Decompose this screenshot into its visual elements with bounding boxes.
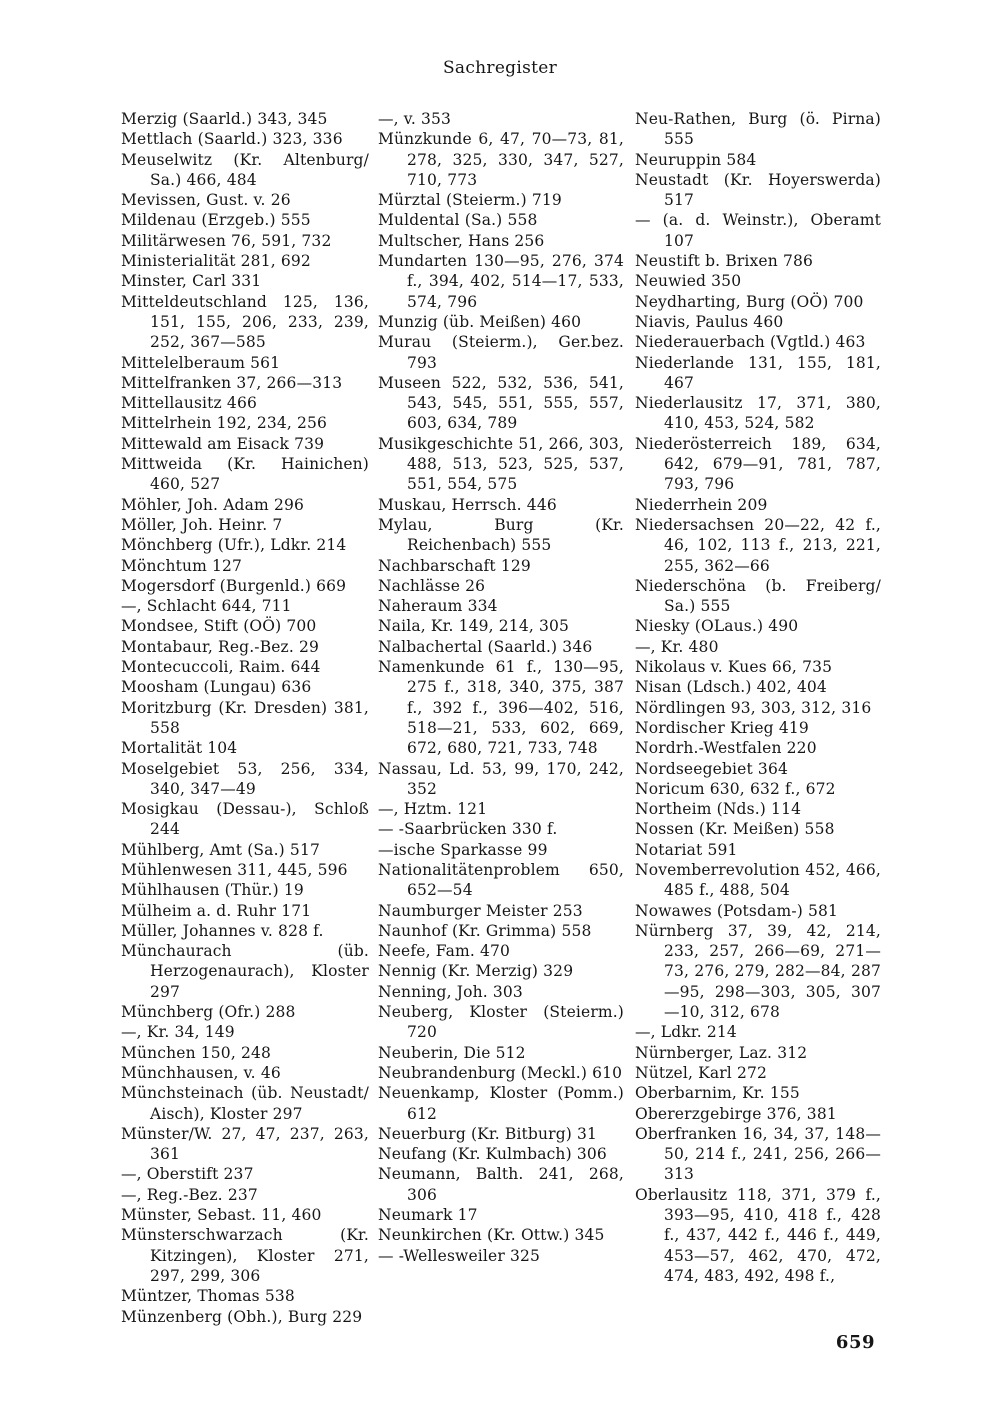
- index-entry: Moosham (Lungau) 636: [121, 678, 312, 697]
- index-entry: Mittweida (Kr. Hainichen) 460, 527: [121, 455, 369, 494]
- index-entry: Nikolaus v. Kues 66, 735: [635, 658, 833, 677]
- index-entry: Mülheim a. d. Ruhr 171: [121, 901, 312, 920]
- index-entry: Neuenkamp, Kloster (Pomm.) 612: [378, 1084, 624, 1123]
- index-entry: Mittelelberaum 561: [121, 353, 281, 372]
- index-entry: Nürnberger, Laz. 312: [635, 1043, 808, 1062]
- index-entry: —, Kr. 34, 149: [121, 1023, 235, 1042]
- index-entry: Mittellausitz 466: [121, 394, 257, 413]
- index-entry: Mevissen, Gust. v. 26: [121, 191, 291, 210]
- index-entry: Neuruppin 584: [635, 150, 757, 169]
- index-entry: Mönchtum 127: [121, 556, 243, 575]
- index-entry: Münsterschwarzach (Kr. Kitzingen), Kloster 271, 297, 299, 306: [121, 1226, 369, 1285]
- index-entry: Naila, Kr. 149, 214, 305: [378, 617, 570, 636]
- index-entry: —, Reg.-Bez. 237: [121, 1185, 258, 1204]
- index-column-1: [121, 109, 369, 1327]
- index-entry: Naumburger Meister 253: [378, 901, 583, 920]
- index-entry: Moritzburg (Kr. Dresden) 381, 558: [121, 698, 369, 737]
- index-entry: Nützel, Karl 272: [635, 1063, 768, 1082]
- index-entry: Neuberin, Die 512: [378, 1043, 526, 1062]
- index-entry: Neuerburg (Kr. Bitburg) 31: [378, 1124, 598, 1143]
- index-entry: Mosigkau (Dessau-), Schloß 244: [121, 800, 369, 839]
- index-entry: Münchsteinach (üb. Neustadt/ Aisch), Kloster 297: [121, 1084, 369, 1123]
- index-entry: Murau (Steierm.), Ger.bez. 793: [378, 333, 624, 372]
- index-entry: Neuberg, Kloster (Steierm.) 720: [378, 1003, 624, 1042]
- index-entry: Mundarten 130—95, 276, 374 f., 394, 402, 514—17, 533, 574, 796: [378, 252, 624, 311]
- index-entry: Mönchberg (Ufr.), Ldkr. 214: [121, 536, 347, 555]
- index-entry: Mittewald am Eisack 739: [121, 434, 325, 453]
- index-entry: Nürnberg 37, 39, 42, 214, 233, 257, 266—69, 271—73, 276, 279, 282—84, 287—95, 298—303, 305, 307—10, 312, 678: [635, 921, 881, 1022]
- index-entry: Noricum 630, 632 f., 672: [635, 779, 836, 798]
- index-entry: Nenning, Joh. 303: [378, 982, 523, 1001]
- index-entry: —, Kr. 480: [635, 637, 719, 656]
- index-entry: Mogersdorf (Burgenld.) 669: [121, 576, 347, 595]
- index-entry: Namenkunde 61 f., 130—95, 275 f., 318, 340, 375, 387 f., 392 f., 396—402, 516, 518—21, 533, 602, 669, 672, 680, 721, 733, 748: [378, 658, 624, 758]
- index-entry: München 150, 248: [121, 1043, 272, 1062]
- index-column-3: [635, 109, 881, 1286]
- index-entry: Muskau, Herrsch. 446: [378, 495, 557, 514]
- index-entry: Neustift b. Brixen 786: [635, 252, 813, 271]
- index-entry: Novemberrevolution 452, 466, 485 f., 488, 504: [635, 860, 881, 900]
- index-entry: Nossen (Kr. Meißen) 558: [635, 820, 835, 839]
- index-entry: Nalbachertal (Saarld.) 346: [378, 637, 593, 656]
- index-entry: Niesky (OLaus.) 490: [635, 617, 799, 636]
- index-entry: Mühlberg, Amt (Sa.) 517: [121, 840, 320, 859]
- index-entry: Müller, Johannes v. 828 f.: [121, 921, 324, 940]
- index-entry: Niederlausitz 17, 371, 380, 410, 453, 524, 582: [635, 394, 881, 433]
- index-entry: Neumark 17: [378, 1206, 478, 1225]
- index-entry: Merzig (Saarld.) 343, 345: [121, 110, 328, 128]
- index-entry: Nassau, Ld. 53, 99, 170, 242, 352: [378, 759, 624, 798]
- index-entry: Müntzer, Thomas 538: [121, 1287, 295, 1306]
- index-entry: Neydharting, Burg (OÖ) 700: [635, 292, 864, 311]
- index-entry: Multscher, Hans 256: [378, 231, 545, 250]
- index-entry: Nationalitätenproblem 650, 652—54: [378, 860, 624, 900]
- index-entry: Münchaurach (üb. Herzogenaurach), Kloster 297: [121, 942, 369, 1001]
- index-entry: Niederauerbach (Vgtld.) 463: [635, 333, 866, 352]
- index-entry: Münchhausen, v. 46: [121, 1063, 281, 1082]
- index-entry: Niederösterreich 189, 634, 642, 679—91, 781, 787, 793, 796: [635, 434, 881, 494]
- index-entry: Mitteldeutschland 125, 136, 151, 155, 206, 233, 239, 252, 367—585: [121, 292, 369, 352]
- index-entry: Münzkunde 6, 47, 70—73, 81, 278, 325, 330, 347, 527, 710, 773: [378, 130, 624, 189]
- index-entry: Museen 522, 532, 536, 541, 543, 545, 551, 555, 557, 603, 634, 789: [378, 373, 624, 433]
- index-entry: Meuselwitz (Kr. Altenburg/ Sa.) 466, 484: [121, 150, 369, 189]
- index-entry: Münchberg (Ofr.) 288: [121, 1003, 296, 1022]
- index-entry: Niederlande 131, 155, 181, 467: [635, 353, 881, 392]
- index-entry: Münster/W. 27, 47, 237, 263, 361: [121, 1124, 369, 1164]
- index-entry: Neubrandenburg (Meckl.) 610: [378, 1063, 623, 1082]
- index-entry: Moselgebiet 53, 256, 334, 340, 347—49: [121, 759, 369, 798]
- index-entry: Naunhof (Kr. Grimma) 558: [378, 921, 592, 940]
- index-entry: Möhler, Joh. Adam 296: [121, 495, 304, 514]
- index-entry: Mildenau (Erzgeb.) 555: [121, 211, 311, 230]
- index-entry: Möller, Joh. Heinr. 7: [121, 515, 283, 534]
- index-entry: —, v. 353: [378, 110, 452, 128]
- index-entry: Mylau, Burg (Kr. Reichenbach) 555: [378, 515, 624, 555]
- index-entry: Muldental (Sa.) 558: [378, 211, 538, 230]
- index-entry: Nördlingen 93, 303, 312, 316: [635, 698, 872, 717]
- index-entry: Niavis, Paulus 460: [635, 312, 784, 331]
- index-entry: Nisan (Ldsch.) 402, 404: [635, 678, 827, 697]
- index-entry: Northeim (Nds.) 114: [635, 800, 802, 819]
- index-entry: — -Saarbrücken 330 f.: [378, 820, 558, 839]
- index-entry: Musikgeschichte 51, 266, 303, 488, 513, 523, 525, 537, 551, 554, 575: [378, 434, 624, 494]
- index-entry: Ministerialität 281, 692: [121, 252, 311, 271]
- index-entry: Neunkirchen (Kr. Ottw.) 345: [378, 1226, 605, 1245]
- index-entry: Munzig (üb. Meißen) 460: [378, 312, 582, 331]
- index-entry: Neefe, Fam. 470: [378, 942, 511, 961]
- index-entry: Nennig (Kr. Merzig) 329: [378, 962, 574, 981]
- index-entry: Mittelfranken 37, 266—313: [121, 373, 343, 392]
- index-entry: Militärwesen 76, 591, 732: [121, 231, 332, 250]
- index-entry: Montecuccoli, Raim. 644: [121, 658, 321, 677]
- index-entry: — (a. d. Weinstr.), Oberamt 107: [635, 211, 881, 250]
- index-entry: Neufang (Kr. Kulmbach) 306: [378, 1145, 607, 1164]
- index-entry: — -Wellesweiler 325: [378, 1246, 540, 1265]
- index-entry: Mühlenwesen 311, 445, 596: [121, 860, 348, 879]
- index-entry: Oberfranken 16, 34, 37, 148—50, 214 f., 241, 256, 266—313: [635, 1124, 881, 1184]
- index-entry: Obererzgebirge 376, 381: [635, 1104, 837, 1123]
- index-entry: Münzenberg (Obh.), Burg 229: [121, 1307, 363, 1326]
- page-number: 659: [835, 1332, 875, 1353]
- index-entry: Mondsee, Stift (OÖ) 700: [121, 617, 317, 636]
- index-entry: Mühlhausen (Thür.) 19: [121, 881, 304, 900]
- index-column-2: [378, 109, 624, 1266]
- index-entry: Nowawes (Potsdam-) 581: [635, 901, 839, 920]
- index-entry: Mürztal (Steierm.) 719: [378, 191, 562, 210]
- index-entry: Niederschöna (b. Freiberg/ Sa.) 555: [635, 576, 881, 616]
- index-entry: Oberbarnim, Kr. 155: [635, 1084, 800, 1103]
- index-entry: Mittelrhein 192, 234, 256: [121, 414, 328, 433]
- index-entry: Notariat 591: [635, 840, 738, 859]
- index-entry: Nachbarschaft 129: [378, 556, 531, 575]
- index-entry: Neumann, Balth. 241, 268, 306: [378, 1165, 624, 1204]
- index-entry: Neu-Rathen, Burg (ö. Pirna) 555: [635, 110, 881, 149]
- index-entry: Oberlausitz 118, 371, 379 f., 393—95, 410, 418 f., 428 f., 437, 442 f., 446 f., 449, 453—57, 462, 470, 472, 474, 483, 492, 498 f.,: [635, 1185, 881, 1285]
- page-title: Sachregister: [442, 58, 558, 78]
- index-entry: —, Oberstift 237: [121, 1165, 254, 1184]
- index-entry: —, Ldkr. 214: [635, 1023, 737, 1042]
- index-entry: Neustadt (Kr. Hoyerswerda) 517: [635, 170, 881, 210]
- index-entry: —ische Sparkasse 99: [378, 840, 548, 859]
- index-entry: Niedersachsen 20—22, 42 f., 46, 102, 113 f., 213, 221, 255, 362—66: [635, 515, 881, 575]
- index-entry: Nordischer Krieg 419: [635, 718, 809, 737]
- index-entry: Niederrhein 209: [635, 495, 768, 514]
- index-entry: Mortalität 104: [121, 739, 238, 758]
- index-entry: —, Hztm. 121: [378, 800, 488, 819]
- index-entry: —, Schlacht 644, 711: [121, 597, 292, 616]
- index-entry: Naheraum 334: [378, 597, 498, 616]
- index-entry: Neuwied 350: [635, 272, 742, 291]
- index-entry: Nordseegebiet 364: [635, 759, 788, 778]
- index-entry: Münster, Sebast. 11, 460: [121, 1206, 322, 1225]
- index-entry: Minster, Carl 331: [121, 272, 262, 291]
- index-entry: Nordrh.-Westfalen 220: [635, 739, 817, 758]
- index-entry: Nachlässe 26: [378, 576, 486, 595]
- index-entry: Mettlach (Saarld.) 323, 336: [121, 130, 343, 149]
- index-entry: Montabaur, Reg.-Bez. 29: [121, 637, 320, 656]
